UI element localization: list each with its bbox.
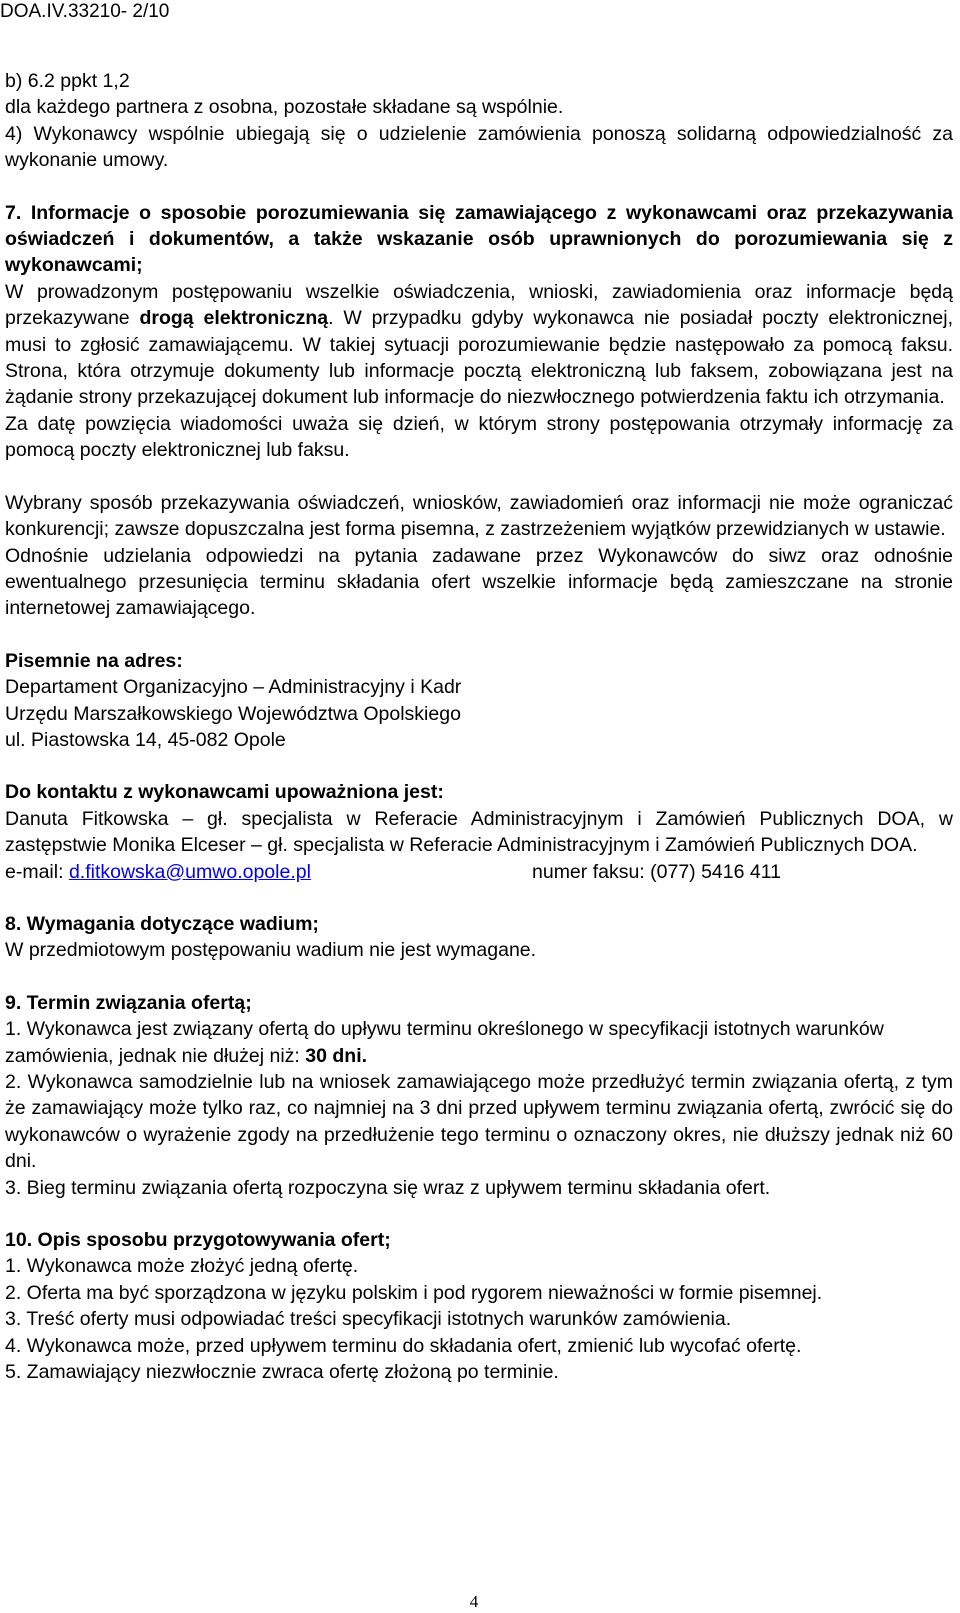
address-line-2: Urzędu Marszałkowskiego Województwa Opolskiego: [5, 702, 461, 725]
document-body: [5, 68, 953, 1385]
section-8-heading: 8. Wymagania dotyczące wadium;: [5, 912, 319, 935]
section-9-item-3: 3. Bieg terminu związania ofertą rozpoczyna się wraz z upływem terminu składania ofert.: [5, 1176, 771, 1199]
email-label: e-mail:: [5, 860, 69, 883]
section-10-item-1: 1. Wykonawca może złożyć jedną ofertę.: [5, 1255, 359, 1278]
address-line-1: Departament Organizacyjno – Administracyjny i Kadr: [5, 676, 462, 699]
section-10-item-4: 4. Wykonawca może, przed upływem terminu do składania ofert, zmienić lub wycofać ofertę.: [5, 1334, 802, 1357]
emphasis-30-days: 30 dni.: [305, 1044, 368, 1067]
section-7-paragraph-3: Wybrany sposób przekazywania oświadczeń, wniosków, zawiadomień oraz informacji nie może ograniczać konkurencji; zawsze dopuszczalna jest forma pisemna, z zastrzeżeniem wyjątków przewidzianych w ustawie.: [5, 491, 953, 541]
section-10-heading: 10. Opis sposobu przygotowywania ofert;: [5, 1229, 391, 1252]
section-7-paragraph-1: W prowadzonym postępowaniu wszelkie oświadczenia, wnioski, zawiadomienia oraz informacje będą przekazywane drogą elektroniczną. W przypadku gdyby wykonawca nie posiadał poczty elektronicznej, musi to zgłosić zamawiającemu. W takiej sytuacji porozumiewanie będzie następowało za pomocą faksu. Strona, która otrzymuje dokumenty lub informacje pocztą elektroniczną lub faksem, zobowiązana jest na żądanie strony przekazującej dokument lub informacje do niezwłocznego potwierdzenia faktu ich otrzymania.: [5, 280, 953, 409]
paragraph-4: 4) Wykonawcy wspólnie ubiegają się o udzielenie zamówienia ponoszą solidarną odpowiedzialność za wykonanie umowy.: [5, 122, 953, 172]
section-9-item-1: 1. Wykonawca jest związany ofertą do upływu terminu określonego w specyfikacji istotnych warunków zamówienia, jednak nie dłużej niż: 30 dni.: [5, 1018, 884, 1067]
contact-heading: Do kontaktu z wykonawcami upoważniona jest:: [5, 781, 444, 804]
section-8-text: W przedmiotowym postępowaniu wadium nie jest wymagane.: [5, 939, 537, 962]
section-9-heading: 9. Termin związania ofertą;: [5, 991, 252, 1014]
address-line-3: ul. Piastowska 14, 45-082 Opole: [5, 728, 286, 751]
section-10-item-2: 2. Oferta ma być sporządzona w języku polskim i pod rygorem nieważności w formie pisemnej.: [5, 1281, 823, 1304]
section-10-item-3: 3. Treść oferty musi odpowiadać treści specyfikacji istotnych warunków zamówienia.: [5, 1308, 732, 1331]
section-7-paragraph-2: Za datę powzięcia wiadomości uważa się dzień, w którym strony postępowania otrzymały informację za pomocą poczty elektronicznej lub faksu.: [5, 412, 953, 462]
address-heading: Pisemnie na adres:: [5, 649, 183, 672]
email-link[interactable]: d.fitkowska@umwo.opole.pl: [68, 860, 311, 883]
section-9-item-2: 2. Wykonawca samodzielnie lub na wniosek zamawiającego może przedłużyć termin związania ofertą, z tym że zamawiający może tylko raz, co najmniej na 3 dni przed upływem terminu związania ofertą, zwrócić się do wykonawców o wyrażenie zgody na przedłużenie tego terminu o oznaczony okres, nie dłuższy jednak niż 60 dni.: [5, 1071, 953, 1173]
page-number: 4: [469, 1592, 479, 1611]
emphasis-electronic: drogą elektroniczną: [139, 307, 329, 330]
paragraph-partner: dla każdego partnera z osobna, pozostałe składane są wspólnie.: [5, 96, 564, 119]
contact-text: Danuta Fitkowska – gł. specjalista w Referacie Administracyjnym i Zamówień Publicznych DOA, w zastępstwie Monika Elceser – gł. specjalista w Referacie Administracyjnym i Zamówień Publicznych DOA.: [5, 807, 953, 857]
section-10-item-5: 5. Zamawiający niezwłocznie zwraca ofertę złożoną po terminie.: [5, 1361, 559, 1384]
section-7-paragraph-4: Odnośnie udzielania odpowiedzi na pytania zadawane przez Wykonawców do siwz oraz odnośnie ewentualnego przesunięcia terminu składania ofert wszelkie informacje będą zamieszczane na stronie internetowej zamawiającego.: [5, 544, 953, 620]
fax-number: numer faksu: (077) 5416 411: [532, 860, 781, 883]
contact-line: [5, 859, 953, 885]
paragraph-b: b) 6.2 ppkt 1,2: [5, 70, 130, 92]
document-reference: DOA.IV.33210- 2/10: [0, 1, 170, 22]
section-7-heading: 7. Informacje o sposobie porozumiewania się zamawiającego z wykonawcami oraz przekazywania oświadczeń i dokumentów, a także wskazanie osób uprawnionych do porozumiewania się z wykonawcami;: [5, 201, 953, 277]
